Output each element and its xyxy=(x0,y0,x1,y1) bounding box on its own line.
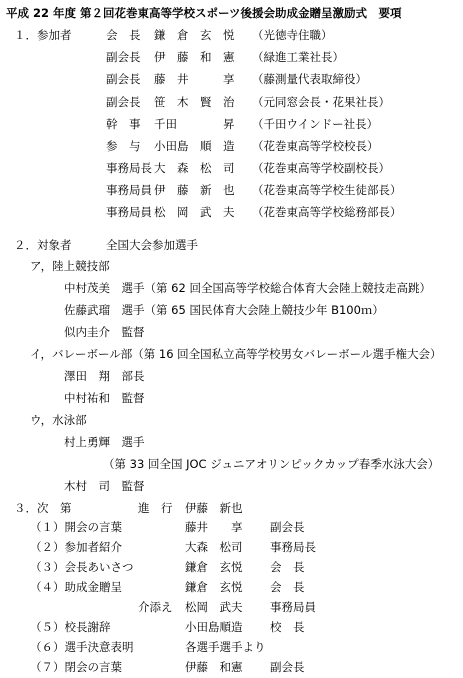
participant-role: 副会長 xyxy=(106,50,141,64)
mc-name: 伊藤 新也 xyxy=(185,501,243,515)
participant-name: 伊 藤 新 也 xyxy=(154,183,235,197)
participant-role: 幹 事 xyxy=(106,117,141,131)
program-item-label: （３）会長あいさつ xyxy=(30,560,134,574)
participant-affiliation: （緑進工業社長） xyxy=(252,50,344,64)
program-item-name: 各選手選手より xyxy=(185,640,266,654)
section2-subheading: 全国大会参加選手 xyxy=(106,238,198,252)
participant-name: 伊 藤 和 憲 xyxy=(154,50,235,64)
club-heading: ウ，水泳部 xyxy=(30,413,87,427)
participant-affiliation: （花巻東高等学校校長） xyxy=(252,139,379,153)
participant-role: 事務局員 xyxy=(106,183,152,197)
list-item: 澤田 翔 部長 xyxy=(64,369,145,383)
program-item-role: 副会長 xyxy=(270,660,305,674)
mc-label: 進 行 xyxy=(138,501,173,515)
list-item: 木村 司 監督 xyxy=(64,479,145,493)
program-item-label: （７）閉会の言葉 xyxy=(30,660,122,674)
participant-name: 松 岡 武 夫 xyxy=(154,205,235,219)
participant-affiliation: （花巻東高等学校生徒部長） xyxy=(252,183,402,197)
participant-name: 小田島 順 造 xyxy=(154,139,235,153)
program-item-name: 鎌倉 玄悦 xyxy=(185,560,243,574)
program-item-role: 事務局長 xyxy=(270,540,316,554)
participant-name: 藤 井 享 xyxy=(154,72,235,86)
program-item-name: 大森 松司 xyxy=(185,540,243,554)
participant-role: 会 長 xyxy=(106,28,141,42)
participant-role: 副会長 xyxy=(106,72,141,86)
program-item-label: （１）開会の言葉 xyxy=(30,520,122,534)
participant-name: 鎌 倉 玄 悦 xyxy=(154,28,235,42)
participant-affiliation: （千田ウインドー社長） xyxy=(252,117,379,131)
participant-name: 笹 木 賢 治 xyxy=(154,95,235,109)
participant-role: 事務局員 xyxy=(106,205,152,219)
list-item: 似内圭介 監督 xyxy=(64,325,145,339)
participant-affiliation: （花巻東高等学校副校長） xyxy=(252,161,390,175)
program-item-label: （６）選手決意表明 xyxy=(30,640,134,654)
participant-role: 参 与 xyxy=(106,139,141,153)
list-item: 中村茂美 選手（第 62 回全国高等学校総合体育大会陸上競技走高跳） xyxy=(64,281,431,295)
participant-affiliation: （花巻東高等学校総務部長） xyxy=(252,205,402,219)
document-title: 平成 22 年度 第２回花巻東高等学校スポーツ後援会助成金贈呈激励式 要項 xyxy=(6,6,402,20)
participant-affiliation: （元同窓会長・花果社長） xyxy=(252,95,390,109)
participant-role: 事務局長 xyxy=(106,161,152,175)
section1-heading: １．参加者 xyxy=(14,28,72,42)
club-heading: イ，バレーボール部（第 16 回全国私立高等学校男女バレーボール選手権大会） xyxy=(30,347,442,361)
program-item-role: 会 長 xyxy=(270,560,305,574)
program-item-label: （５）校長謝辞 xyxy=(30,620,111,634)
list-item: （第 33 回全国 JOC ジュニアオリンピックカップ春季水泳大会） xyxy=(103,457,440,471)
section3-heading: ３．次 第 xyxy=(14,501,72,515)
program-item-name: 松岡 武夫 xyxy=(185,600,243,614)
program-item-role: 副会長 xyxy=(270,520,305,534)
program-item-label: （４）助成金贈呈 xyxy=(30,580,122,594)
list-item: 中村祐和 監督 xyxy=(64,391,145,405)
program-item-role: 会 長 xyxy=(270,580,305,594)
program-item-role: 事務局員 xyxy=(270,600,316,614)
program-item-label: （２）参加者紹介 xyxy=(30,540,122,554)
list-item: 佐藤武瑠 選手（第 65 国民体育大会陸上競技少年 B100ｍ） xyxy=(64,303,384,317)
program-item-role: 校 長 xyxy=(270,620,305,634)
participant-affiliation: （藤測量代表取締役） xyxy=(252,72,367,86)
participant-name: 千田 昇 xyxy=(154,117,235,131)
club-heading: ア，陸上競技部 xyxy=(30,259,110,273)
list-item: 村上勇輝 選手 xyxy=(64,435,145,449)
program-item-name: 藤井 享 xyxy=(185,520,243,534)
program-item-label: 介添え xyxy=(138,600,173,614)
participant-affiliation: （光徳寺住職） xyxy=(252,28,333,42)
program-item-name: 小田島順造 xyxy=(185,620,243,634)
program-item-name: 伊藤 和憲 xyxy=(185,660,243,674)
participant-role: 副会長 xyxy=(106,95,141,109)
section2-heading: ２．対象者 xyxy=(14,238,72,252)
participant-name: 大 森 松 司 xyxy=(154,161,235,175)
program-item-name: 鎌倉 玄悦 xyxy=(185,580,243,594)
